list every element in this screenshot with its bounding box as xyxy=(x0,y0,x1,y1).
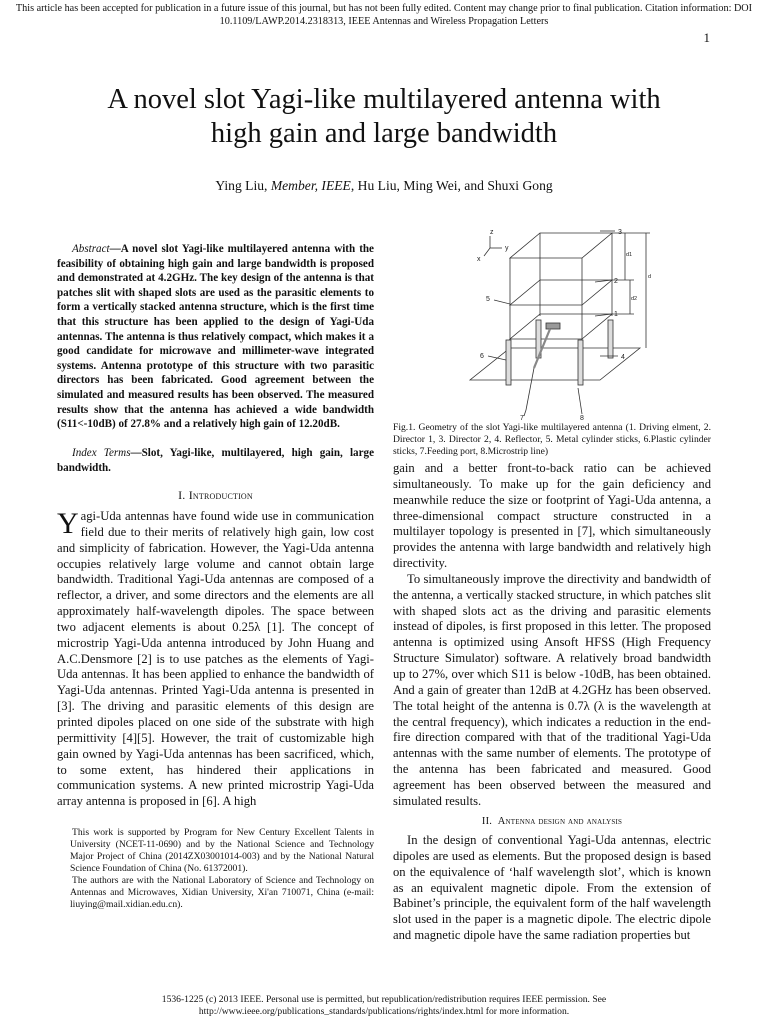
axis-label-z: z xyxy=(490,229,494,236)
right-paragraph-2: To simultaneously improve the directivity and bandwidth of the antenna, a vertically stacked structure, in which patches slit with shaped slots act as the driving and parasitic elements instead of dipoles, is first proposed in this letter. The proposed antenna is optimized using Ansoft HFSS (High Frequency Structure Simulator) software. A relatively broad bandwidth up to 27%, over which S11 is below -10dB, has been obtained. And a gain of greater than 12dB at 4.2GHz has been observed. The total height of the antenna is 0.7λ (λ is the wavelength at the central frequency), which indicates a reduction in the end-fire direction compared with that of the traditional Yagi-Uda antennas with the same number of elements. The prototype of the antenna has been fabricated and measured. Good agreement has been observed between the measured and simulated results. xyxy=(393,571,711,808)
axis-label-x: x xyxy=(477,256,481,263)
director-1-patch xyxy=(510,280,612,305)
plastic-stick xyxy=(608,320,613,358)
abstract-lead: Abstract xyxy=(72,243,110,255)
axis-label-y: y xyxy=(505,245,509,252)
section-1-number: I. xyxy=(178,488,186,502)
antenna-diagram xyxy=(450,228,660,422)
author-membership: Member, IEEE xyxy=(270,178,351,193)
callout-5 xyxy=(494,300,510,304)
title-line-1: A novel slot Yagi-like multilayered antenna with xyxy=(107,84,661,115)
director-2-patch xyxy=(510,233,612,258)
title-line-2: high gain and large bandwidth xyxy=(210,118,558,149)
slot xyxy=(546,323,560,329)
publication-notice xyxy=(0,2,768,28)
right-column-text xyxy=(393,461,711,810)
figure-label-8: 8 xyxy=(580,415,584,422)
index-terms-lead: Index Terms xyxy=(72,447,131,459)
author-list xyxy=(60,178,708,194)
paper-title xyxy=(60,83,708,151)
section-2-number: II. xyxy=(481,816,493,827)
reflector-plane xyxy=(470,348,640,380)
plastic-stick xyxy=(506,340,511,385)
notice-line-1: This article has been accepted for publication in a future issue of this journal, but has not been fully edited. Content may change prior to final publication. Citation information: DOI xyxy=(15,3,753,14)
introduction-text: agi-Uda antennas have found wide use in communication field due to their merits of relatively high gain, low cost and simplicity of fabrication. However, the Yagi-Uda antenna occupies relatively large volume and cannot obtain large bandwidth. Traditional Yagi-Uda antennas are composed of a reflector, a driver, and some directors and the elements are all approximately half-wavelength dipoles. The space between two adjacent elements is about 0.25λ [1]. The concept of microstrip Yagi-Uda antenna introduced by John Huang and A.C.Densmore [2] is to use patches as the elements of Yagi-Uda antennas. It has been applied to enhance the bandwidth of Yagi-Uda antennas. Printed Yagi-Uda antenna is presented in [3]. The driving and parasitic elements of this design are printed dipoles placed on one side of the substrate with high permittivity [4][5]. However, the trait of customizable high gain owned by Yagi-Uda antennas has been sacrificed, which, to some extent, has hindered their applications in communication systems. A new printed microstrip Yagi-Uda array antenna is proposed in [6]. A high xyxy=(57,509,374,809)
abstract xyxy=(57,242,374,432)
author-first: Ying Liu, xyxy=(215,178,271,193)
abstract-text: —A novel slot Yagi-like multilayered antenna with the feasibility of obtaining high gain and large bandwidth is proposed and demonstrated at 4.2GHz. The key design of the antenna is that patches slit with shaped slots are used as the parasitic elements to form a vertically stacked antenna structure, which is the first time that this structure has been applied to the design of Yagi-Uda antennas. The antenna is thus relatively compact, which makes it a good candidate for microwave and millimeter-wave integrated systems. Antenna prototype of this structure with two parasitic directors has been fabricated. Good agreement between the simulated and measured results has been observed. The measured results show that the antenna has achieved a wide bandwidth (S11<-10dB) of 27.8% and a relatively high gain of 12.20dB. xyxy=(57,243,374,431)
page-number: 1 xyxy=(703,30,710,45)
notice-line-2: 10.1109/LAWP.2014.2318313, IEEE Antennas and Wireless Propagation Letters xyxy=(219,16,549,27)
figure-caption: Fig.1. Geometry of the slot Yagi-like multilayered antenna (1. Driving elment, 2. Director 1, 3. Director 2, 4. Reflector, 5. Metal cylinder sticks, 6.Plastic cylinder sticks, 7.Feeding port, 8.Microstrip line) xyxy=(393,422,711,457)
driving-element-patch xyxy=(510,314,612,339)
figure-label-7: 7 xyxy=(520,415,524,422)
figure-label-5: 5 xyxy=(486,296,490,303)
callout-6 xyxy=(488,356,506,360)
index-terms xyxy=(57,446,374,475)
author-rest: , Hu Liu, Ming Wei, and Shuxi Gong xyxy=(350,178,553,193)
section-2-paragraph: In the design of conventional Yagi-Uda antennas, electric dipoles are used as elements. But the proposed design is based on the equivalence of ‘half wavelength slot’, which is known as an equivalent magnetic dipole. From the extension of Babinet’s principle, the equivalent form of the half wavelength slot used in the paper is a magnetic dipole. The electric dipole and magnetic dipole have the same radiation properties but xyxy=(393,833,711,943)
section-1-title: Introduction xyxy=(188,488,253,502)
footer-line-1: 1536-1225 (c) 2013 IEEE. Personal use is permitted, but republication/redistribution requires IEEE permission. See xyxy=(161,994,607,1005)
introduction-paragraph xyxy=(57,509,374,810)
dim-label-d1: d1 xyxy=(626,252,633,258)
figure-label-1: 1 xyxy=(614,311,618,318)
plastic-stick xyxy=(578,340,583,385)
footnote xyxy=(70,827,374,911)
section-2-title: Antenna design and analysis xyxy=(497,816,623,827)
section-2-heading xyxy=(393,816,711,827)
feed-line xyxy=(526,368,534,410)
figure-label-2: 2 xyxy=(614,278,618,285)
figure-label-4: 4 xyxy=(621,354,625,361)
x-axis xyxy=(484,248,490,256)
footnote-funding: This work is supported by Program for New Century Excellent Talents in University (NCET-11-0690) and by the National Science and Technology Major Project of China (2014ZX03001014-003) and by the National Natural Science Foundation of China (No. 61372001). xyxy=(70,827,374,874)
right-paragraph-1: gain and a better front-to-back ratio can be achieved simultaneously. To make up for the gain deficiency and meanwhile reduce the size or footprint of Yagi-Uda antenna, a three-dimensional compact structure constructed in a multilayer topology is presented in [7], which simultaneously provides the antenna with large bandwidth and relatively high directivity. xyxy=(393,461,711,571)
callout-7 xyxy=(524,410,526,416)
drop-cap: Y xyxy=(57,507,79,540)
footer-line-2: http://www.ieee.org/publications_standards/publications/rights/index.html for more information. xyxy=(198,1005,570,1017)
callout-8 xyxy=(578,388,582,414)
dim-label-d2: d2 xyxy=(631,296,638,302)
section-1-heading xyxy=(57,488,374,503)
figure-label-6: 6 xyxy=(480,353,484,360)
antenna-geometry-figure xyxy=(450,228,660,422)
dim-label-d: d xyxy=(648,274,652,280)
footnote-affiliation: The authors are with the National Laboratory of Science and Technology on Antennas and Microwaves, Xidian University, Xi'an 710071, China (e-mail: liuying@mail.xidian.edu.cn). xyxy=(70,875,374,910)
figure-label-3: 3 xyxy=(618,229,622,236)
copyright-footer xyxy=(0,994,768,1017)
index-terms-text: —Slot, Yagi-like, multilayered, high gain, large bandwidth. xyxy=(57,447,374,474)
